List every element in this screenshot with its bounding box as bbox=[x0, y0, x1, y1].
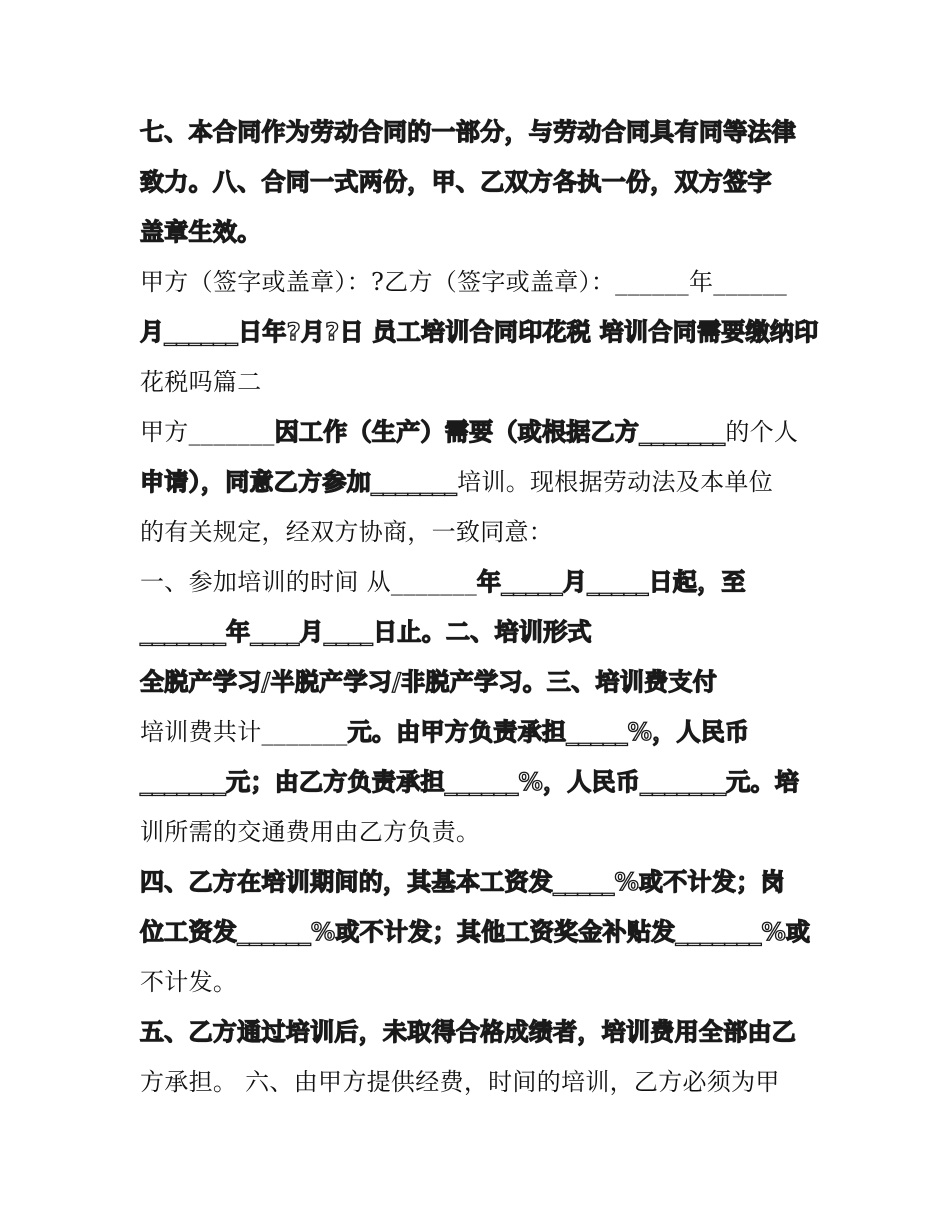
text-segment: _______年____月____日止。二、培训形式 bbox=[140, 618, 592, 646]
text-segment: 申请），同意乙方参加_______ bbox=[140, 468, 458, 496]
text-segment: 一、参加培训的时间 从_______ bbox=[140, 568, 478, 596]
text-line bbox=[140, 467, 773, 497]
text-segment: 不计发。 bbox=[140, 968, 238, 996]
text-segment: 元。由甲方负责承担_____%，人民币 bbox=[347, 718, 750, 746]
text-line bbox=[140, 767, 799, 797]
text-segment: 五、乙方通过培训后，未取得合格成绩者，培训费用全部由乙 bbox=[140, 1018, 797, 1046]
text-segment: 训所需的交通费用由乙方负责。 bbox=[140, 818, 481, 846]
text-segment: 四、乙方在培训期间的，其基本工资发_____%或不计发；岗 bbox=[140, 868, 785, 896]
text-segment: 月______日年?月?日 员工培训合同印花税 培训合同需要缴纳印 bbox=[140, 318, 819, 346]
text-segment: 因工作（生产）需要（或根据乙方_______ bbox=[274, 418, 726, 446]
text-segment: 年_____月_____日起，至 bbox=[477, 568, 746, 596]
text-line bbox=[140, 967, 237, 997]
text-line bbox=[140, 267, 787, 297]
text-line bbox=[140, 317, 818, 347]
text-line bbox=[140, 1067, 780, 1097]
text-segment: 盖章生效。 bbox=[140, 218, 262, 246]
text-line bbox=[140, 117, 796, 147]
text-line bbox=[140, 667, 717, 697]
text-line bbox=[140, 517, 553, 547]
text-segment: 培训。现根据劳动法及本单位 bbox=[457, 468, 774, 496]
text-line bbox=[140, 617, 592, 647]
text-segment: 方承担。 六、由甲方提供经费，时间的培训，乙方必须为甲 bbox=[140, 1068, 780, 1096]
text-line bbox=[140, 417, 798, 447]
text-segment: 的个人 bbox=[725, 418, 799, 446]
text-segment: 甲方（签字或盖章）：?乙方（签字或盖章）：______年______ bbox=[140, 268, 788, 296]
text-segment: 花税吗篇二 bbox=[140, 368, 262, 396]
text-line bbox=[140, 917, 810, 947]
text-segment: _______元；由乙方负责承担______%，人民币_______元。培 bbox=[140, 768, 800, 796]
text-line bbox=[140, 1017, 796, 1047]
text-line bbox=[140, 217, 262, 247]
text-segment: 的有关规定，经双方协商，一致同意： bbox=[140, 518, 554, 546]
text-line bbox=[140, 817, 480, 847]
text-segment: 致力。八、合同一式两份，甲、乙双方各执一份，双方签字 bbox=[140, 168, 772, 196]
text-line bbox=[140, 717, 749, 747]
text-segment: 甲方_______ bbox=[140, 418, 275, 446]
text-line bbox=[140, 567, 746, 597]
text-line bbox=[140, 867, 785, 897]
text-segment: 全脱产学习/半脱产学习/非脱产学习。三、培训费支付 bbox=[140, 668, 718, 696]
text-line bbox=[140, 367, 262, 397]
text-line bbox=[140, 167, 772, 197]
text-segment: 位工资发______%或不计发；其他工资奖金补贴发_______%或 bbox=[140, 918, 811, 946]
text-segment: 培训费共计_______ bbox=[140, 718, 348, 746]
text-segment: 七、本合同作为劳动合同的一部分，与劳动合同具有同等法律 bbox=[140, 118, 797, 146]
